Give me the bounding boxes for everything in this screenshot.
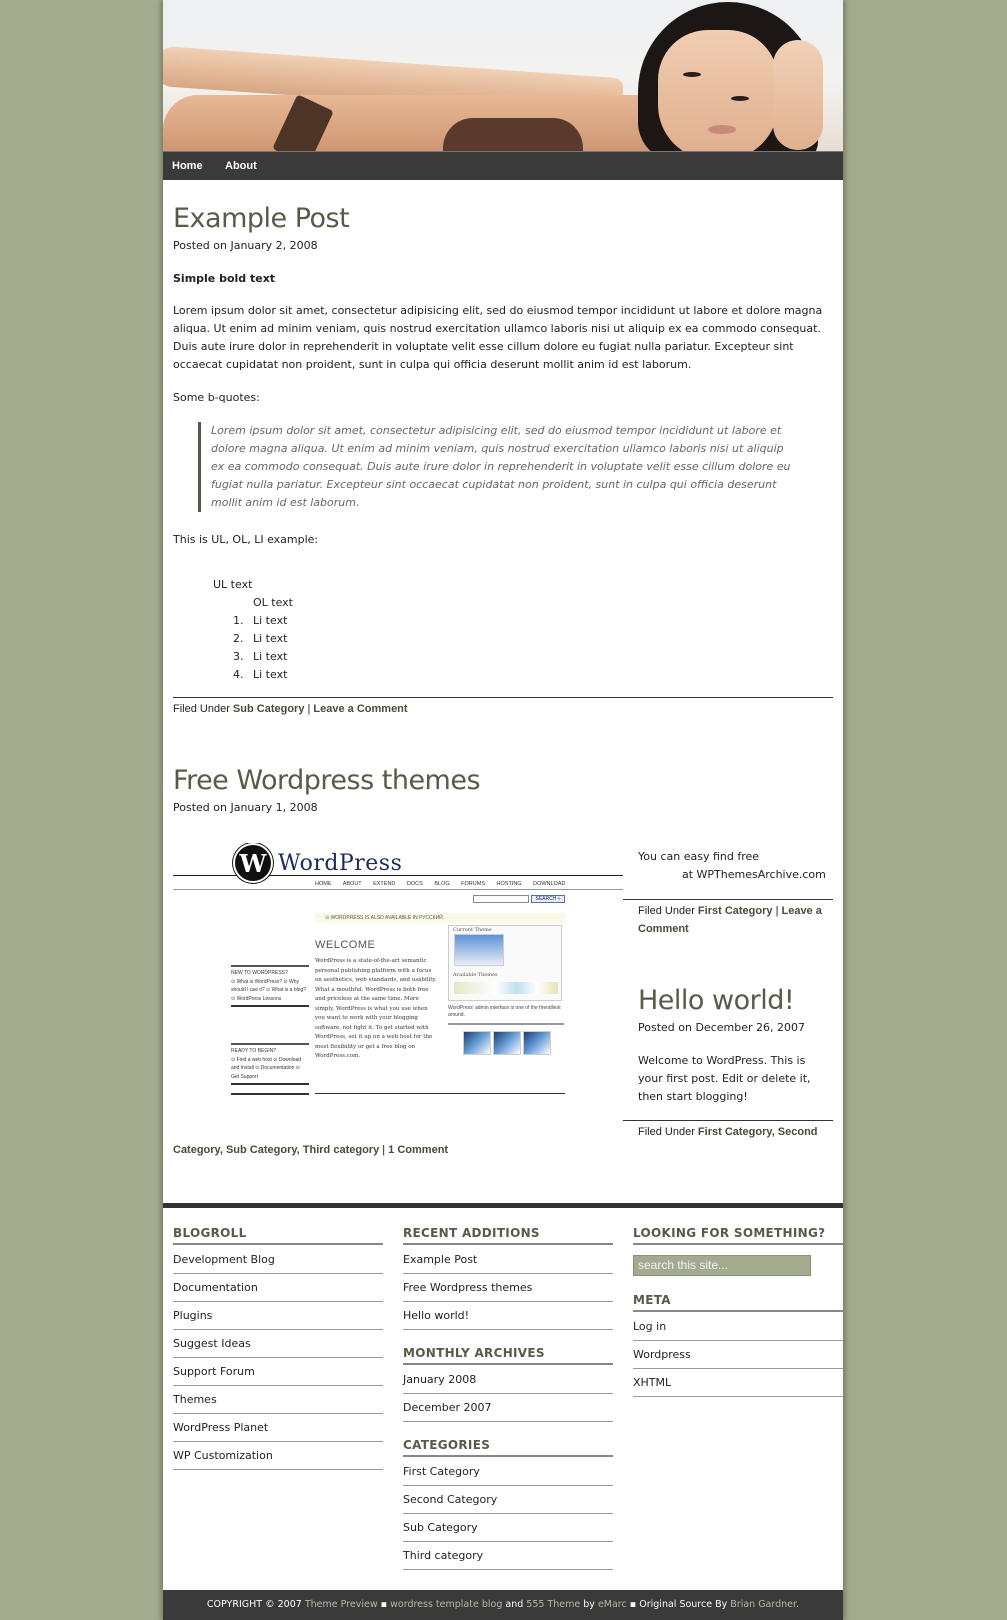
wordpress-logo-icon: W: [233, 843, 273, 883]
image-theme-preview: [454, 934, 504, 966]
blogroll-item[interactable]: Themes: [173, 1386, 383, 1414]
post-date: Posted on January 1, 2008: [173, 801, 318, 814]
post-date: Posted on December 26, 2007: [638, 1021, 805, 1034]
footer-text: and: [505, 1599, 524, 1610]
template-blog-link[interactable]: wordress template blog: [390, 1599, 503, 1610]
image-caption: WordPress' admin interface is one of the friendliest around.: [448, 1005, 561, 1018]
ul-text: UL text: [213, 578, 253, 591]
list-item: Li text: [253, 632, 288, 645]
post-meta: [173, 700, 408, 718]
recent-item[interactable]: Hello world!: [403, 1302, 613, 1330]
meta-separator: |: [382, 1144, 386, 1156]
blogroll-list: [173, 1246, 383, 1470]
widget-title-blogroll: BLOGROLL: [173, 1226, 383, 1245]
author-link[interactable]: Brian Gardner: [730, 1599, 797, 1610]
list-item: Li text: [253, 614, 288, 627]
widget-title-recent: RECENT ADDITIONS: [403, 1226, 613, 1245]
comment-count-link[interactable]: 1 Comment: [388, 1144, 449, 1156]
nav-about[interactable]: About: [225, 160, 257, 172]
image-welcome-text: WordPress is a state-of-the-art semantic personal publishing platform with a focus on aesthetics, web standards, and usability. What a mouthful. WordPress is both free and priceless at the same time. More simply, WordPress is what you use when you want to work with your blogging software, not fight it. To get started with WordPress, set it up on a web host for the most flexibility or get a free blog on WordPress.com.: [315, 958, 437, 1059]
category-link[interactable]: First Category: [697, 905, 773, 917]
wordpress-wordmark: WordPress: [278, 851, 403, 876]
post-divider: [623, 1120, 833, 1121]
image-menu: HOME ABOUT EXTEND DOCS BLOG FORUMS HOSTING DOWNLOAD: [315, 881, 566, 887]
categories-list: [403, 1458, 613, 1570]
post-meta: [638, 902, 838, 938]
image-available-label: Available Themes: [453, 972, 498, 978]
list-item: Li text: [253, 668, 288, 681]
banner-eye: [731, 96, 749, 101]
blogroll-item[interactable]: Development Blog: [173, 1246, 383, 1274]
footer-period: .: [796, 1599, 800, 1610]
banner-hand: [773, 40, 823, 150]
image-search-box: [473, 895, 529, 903]
post-title-free-wordpress-themes[interactable]: Free Wordpress themes: [173, 765, 481, 796]
image-search-button: SEARCH »: [531, 895, 565, 903]
blogroll-item[interactable]: Suggest Ideas: [173, 1330, 383, 1358]
post-title-example-post[interactable]: Example Post: [173, 203, 350, 234]
category-item[interactable]: Second Category: [403, 1486, 613, 1514]
footer-widgets-divider: [163, 1203, 843, 1208]
post-bold-text: Simple bold text: [173, 272, 276, 285]
side-text: at WPThemesArchive.com: [682, 868, 826, 881]
footer-text: by: [583, 1599, 595, 1610]
image-side-title: NEW TO WORDPRESS?: [231, 970, 288, 976]
blockquote: Lorem ipsum dolor sit amet, consectetur adipisicing elit, sed do eiusmod tempor incididunt ut labore et dolore magna aliqua. Ut enim ad minim veniam, quis nostrud exercitation ullamco laboris nisi ut aliquip ex ea commodo consequat. Duis aute irure dolor in reprehenderit in voluptate velit esse cillum dolore eu fugiat nulla pariatur. Excepteur sint occaecat cupidatat non proident, sunt in culpa qui officia deserunt mollit anim id est laborum.: [198, 422, 798, 512]
image-rule: [173, 889, 623, 890]
image-sidebar-ready: [231, 1043, 309, 1085]
nav-home[interactable]: Home: [172, 160, 203, 172]
image-welcome: WELCOME: [315, 939, 376, 951]
widget-title-archives: MONTHLY ARCHIVES: [403, 1346, 613, 1365]
list-item-number: 1.: [233, 614, 244, 627]
filed-under-label: Filed Under: [173, 703, 230, 715]
comment-link[interactable]: Leave a Comment: [313, 703, 408, 715]
filed-under-label: Filed Under: [638, 905, 695, 917]
blogroll-item[interactable]: Documentation: [173, 1274, 383, 1302]
image-side-items: ⊙ What is WordPress? ⊙ Why should I use it? ⊙ What is a blog? ⊙ WordPress Lessons: [231, 978, 307, 1002]
category-item[interactable]: Sub Category: [403, 1514, 613, 1542]
category-item[interactable]: First Category: [403, 1458, 613, 1486]
meta-item[interactable]: Wordpress: [633, 1341, 843, 1369]
list-item: Li text: [253, 650, 288, 663]
category-link[interactable]: Sub Category: [232, 703, 305, 715]
search-input[interactable]: search this site...: [633, 1255, 811, 1276]
post-meta-overflow: [173, 1141, 448, 1159]
meta-separator: |: [307, 703, 311, 715]
meta-list: [633, 1313, 843, 1397]
image-rule: [448, 1023, 564, 1025]
recent-list: [403, 1246, 613, 1330]
wordpress-screenshot-image: [173, 843, 623, 1123]
category-link[interactable]: First Category, Second: [697, 1126, 818, 1138]
post-body: Welcome to WordPress. This is your first post. Edit or delete it, then start blogging!: [638, 1054, 811, 1103]
recent-item[interactable]: Example Post: [403, 1246, 613, 1274]
comment-link[interactable]: Leave a Comment: [638, 905, 822, 935]
widget-title-categories: CATEGORIES: [403, 1438, 613, 1457]
widget-title-search: LOOKING FOR SOMETHING?: [633, 1226, 843, 1245]
blogroll-item[interactable]: WP Customization: [173, 1442, 383, 1470]
banner-lips: [708, 125, 736, 134]
image-theme-strip: [454, 982, 558, 994]
image-side-items: ⊙ Find a web host ⊙ Download and Install ⊙ Documentation ⊙ Get Support: [231, 1056, 302, 1080]
image-theme-label: Current Theme: [453, 927, 492, 933]
bquote-intro: Some b-quotes:: [173, 391, 260, 404]
ol-text: OL text: [253, 596, 293, 609]
footer-text: Original Source By: [639, 1599, 728, 1610]
archive-item[interactable]: December 2007: [403, 1394, 613, 1422]
image-sidebar-new: [231, 965, 309, 1007]
image-rule: [231, 1093, 309, 1095]
archives-list: [403, 1366, 613, 1422]
image-side-title: READY TO BEGIN?: [231, 1048, 277, 1054]
post-paragraph: Lorem ipsum dolor sit amet, consectetur adipisicing elit, sed do eiusmod tempor incididunt ut labore et dolore magna aliqua. Ut enim ad minim veniam, quis nostrud exercitation ullamco laboris nisi ut aliquip ex ea commodo consequat. Duis aute irure dolor in reprehenderit in voluptate velit esse cillum dolore eu fugiat nulla pariatur. Excepteur sint occaecat cupidatat non proident, sunt in culpa qui officia deserunt mollit anim id est laborum.: [173, 304, 823, 371]
footer-bar: [163, 1590, 843, 1620]
copyright-text: COPYRIGHT © 2007: [206, 1599, 302, 1610]
main-nav: [163, 151, 843, 180]
bullet-separator: ▪: [629, 1599, 637, 1610]
header-banner-image: [163, 0, 843, 151]
archive-item[interactable]: January 2008: [403, 1366, 613, 1394]
image-notice: ⊙ WORDPRESS IS ALSO AVAILABLE IN РУССКИЙ.: [315, 913, 565, 923]
blogroll-item[interactable]: WordPress Planet: [173, 1414, 383, 1442]
recent-item[interactable]: Free Wordpress themes: [403, 1274, 613, 1302]
post-divider: [173, 697, 833, 698]
post-divider: [623, 899, 833, 900]
filed-under-label: Filed Under: [638, 1126, 695, 1138]
list-intro: This is UL, OL, LI example:: [173, 533, 319, 546]
page-wrapper: [163, 0, 843, 1620]
meta-item[interactable]: Log in: [633, 1313, 843, 1341]
post-title-hello-world[interactable]: Hello world!: [638, 985, 795, 1016]
bullet-separator: ▪: [380, 1599, 388, 1610]
meta-item[interactable]: XHTML: [633, 1369, 843, 1397]
widget-title-meta: META: [633, 1293, 843, 1312]
image-current-theme: [448, 925, 562, 1001]
blogroll-item[interactable]: Plugins: [173, 1302, 383, 1330]
category-item[interactable]: Third category: [403, 1542, 613, 1570]
theme-555-link[interactable]: 555 Theme: [526, 1599, 581, 1610]
list-item-number: 4.: [233, 668, 244, 681]
list-item-number: 2.: [233, 632, 244, 645]
emarc-link[interactable]: eMarc: [597, 1599, 627, 1610]
post-meta: [638, 1123, 818, 1141]
meta-separator: |: [775, 905, 779, 917]
category-links[interactable]: Category, Sub Category, Third category: [173, 1144, 380, 1156]
post-date: Posted on January 2, 2008: [173, 239, 318, 252]
banner-top: [443, 118, 583, 151]
side-text: You can easy find free: [638, 850, 760, 863]
image-thumbnails: [463, 1031, 553, 1058]
image-rule: [315, 1093, 565, 1094]
list-item-number: 3.: [233, 650, 244, 663]
theme-preview-link[interactable]: Theme Preview: [304, 1599, 378, 1610]
blogroll-item[interactable]: Support Forum: [173, 1358, 383, 1386]
banner-eye: [683, 72, 701, 77]
